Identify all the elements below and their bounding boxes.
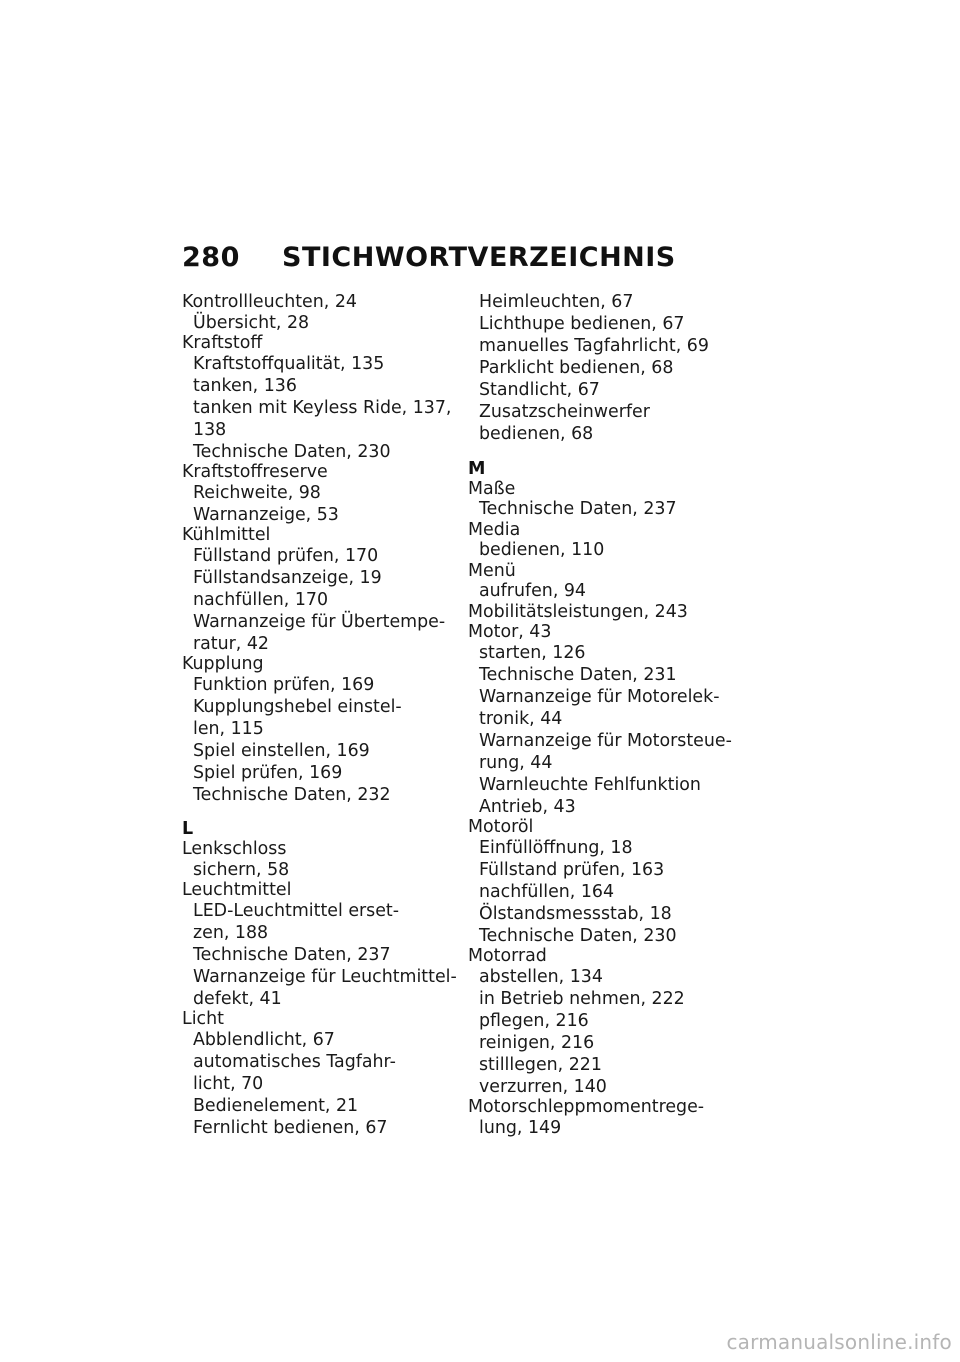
index-subentry: Technische Daten, 237 <box>193 944 391 965</box>
index-subentry: Funktion prüfen, 169 <box>193 674 375 695</box>
index-subentry: starten, 126 <box>479 642 586 663</box>
index-entry: Mobilitätsleistungen, 243 <box>468 601 688 622</box>
index-entry: Leuchtmittel <box>182 880 292 900</box>
index-subentry: bedienen, 68 <box>479 424 594 444</box>
index-subentry: zen, 188 <box>193 922 269 943</box>
index-subentry: tanken mit Keyless Ride, 137, <box>193 397 452 418</box>
index-subentry: Kupplungshebel einstel- <box>193 696 402 717</box>
index-subentry: bedienen, 110 <box>479 540 605 560</box>
index-subentry: Warnanzeige für Leuchtmittel- <box>193 966 457 987</box>
index-subentry: Lichthupe bedienen, 67 <box>479 314 685 334</box>
index-subentry: Einfüllöffnung, 18 <box>479 837 633 858</box>
index-subentry: reinigen, 216 <box>479 1032 595 1053</box>
index-subentry: Warnanzeige für Übertempe- <box>193 611 446 632</box>
index-column-right <box>468 292 743 1138</box>
index-subentry: Bedienelement, 21 <box>193 1095 359 1116</box>
index-subentry: 138 <box>193 419 227 440</box>
index-subentry: Parklicht bedienen, 68 <box>479 358 674 378</box>
index-subentry: Zusatzscheinwerfer <box>479 402 650 422</box>
index-entry: Motoröl <box>468 817 534 837</box>
index-entry: Menü <box>468 560 516 581</box>
index-subentry: manuelles Tagfahrlicht, 69 <box>479 336 709 356</box>
index-subentry: tanken, 136 <box>193 375 297 396</box>
index-subentry: Abblendlicht, 67 <box>193 1029 335 1050</box>
index-subentry: abstellen, 134 <box>479 966 603 987</box>
index-entry: Motor, 43 <box>468 622 552 642</box>
index-subentry: Technische Daten, 237 <box>479 499 677 519</box>
index-subentry: LED-Leuchtmittel erset- <box>193 900 400 921</box>
index-subentry: automatisches Tagfahr- <box>193 1051 396 1072</box>
index-subentry: Fernlicht bedienen, 67 <box>193 1117 388 1138</box>
index-subentry: Reichweite, 98 <box>193 482 321 503</box>
index-subentry: nachfüllen, 170 <box>193 589 329 610</box>
index-subentry: sichern, 58 <box>193 859 290 880</box>
index-entry: Kontrollleuchten, 24 <box>182 292 357 312</box>
watermark: carmanualsonline.info <box>726 1330 952 1354</box>
index-subentry: ratur, 42 <box>193 633 269 654</box>
index-entry: Kraftstoff <box>182 333 263 353</box>
index-subentry: stilllegen, 221 <box>479 1054 602 1075</box>
index-subentry: verzurren, 140 <box>479 1076 607 1097</box>
index-entry: Kühlmittel <box>182 525 271 545</box>
index-subentry: Technische Daten, 231 <box>479 664 677 685</box>
index-subentry: licht, 70 <box>193 1073 264 1094</box>
index-subentry: defekt, 41 <box>193 988 282 1009</box>
index-entry: Maße <box>468 478 516 499</box>
index-subentry: Warnanzeige für Motorelek- <box>479 686 720 707</box>
index-subentry: len, 115 <box>193 718 264 739</box>
index-entry: Lenkschloss <box>182 839 287 859</box>
index-subentry: pflegen, 216 <box>479 1010 589 1031</box>
index-entry: Kupplung <box>182 654 264 674</box>
index-entry: Motorschleppmomentrege- <box>468 1097 705 1117</box>
index-entry: Media <box>468 519 521 540</box>
index-subentry: Füllstand prüfen, 170 <box>193 545 379 566</box>
index-subentry: Technische Daten, 230 <box>479 925 677 946</box>
page-header <box>182 242 676 273</box>
index-subentry: Technische Daten, 232 <box>193 784 391 805</box>
index-subentry: nachfüllen, 164 <box>479 881 615 902</box>
index-letter-heading: L <box>182 819 194 839</box>
index-subentry: in Betrieb nehmen, 222 <box>479 988 685 1009</box>
index-subentry: Warnanzeige, 53 <box>193 504 339 525</box>
index-subentry: rung, 44 <box>479 752 553 773</box>
page-number: 280 <box>182 242 240 273</box>
index-subentry: Warnanzeige für Motorsteue- <box>479 730 732 751</box>
index-entry: Licht <box>182 1009 224 1029</box>
index-subentry: tronik, 44 <box>479 708 563 729</box>
index-subentry: Füllstandsanzeige, 19 <box>193 567 382 588</box>
index-subentry: Standlicht, 67 <box>479 380 600 400</box>
index-subentry: Ölstandsmessstab, 18 <box>479 903 672 924</box>
index-subentry: Übersicht, 28 <box>193 312 310 333</box>
index-subentry: Antrieb, 43 <box>479 796 576 817</box>
index-entry: Motorrad <box>468 946 547 966</box>
index-subentry: Kraftstoffqualität, 135 <box>193 353 385 374</box>
index-subentry: Technische Daten, 230 <box>193 441 391 462</box>
index-entry: Kraftstoffreserve <box>182 462 328 482</box>
index-subentry: Warnleuchte Fehlfunktion <box>479 774 701 795</box>
page-title: STICHWORTVERZEICHNIS <box>282 242 676 273</box>
index-subentry: lung, 149 <box>479 1117 562 1138</box>
index-subentry: Spiel prüfen, 169 <box>193 762 343 783</box>
index-subentry: Füllstand prüfen, 163 <box>479 859 665 880</box>
index-column-left <box>182 292 457 1138</box>
index-subentry: Spiel einstellen, 169 <box>193 740 370 761</box>
index-letter-heading: M <box>468 458 486 479</box>
index-subentry: Heimleuchten, 67 <box>479 292 634 312</box>
index-subentry: aufrufen, 94 <box>479 581 587 601</box>
